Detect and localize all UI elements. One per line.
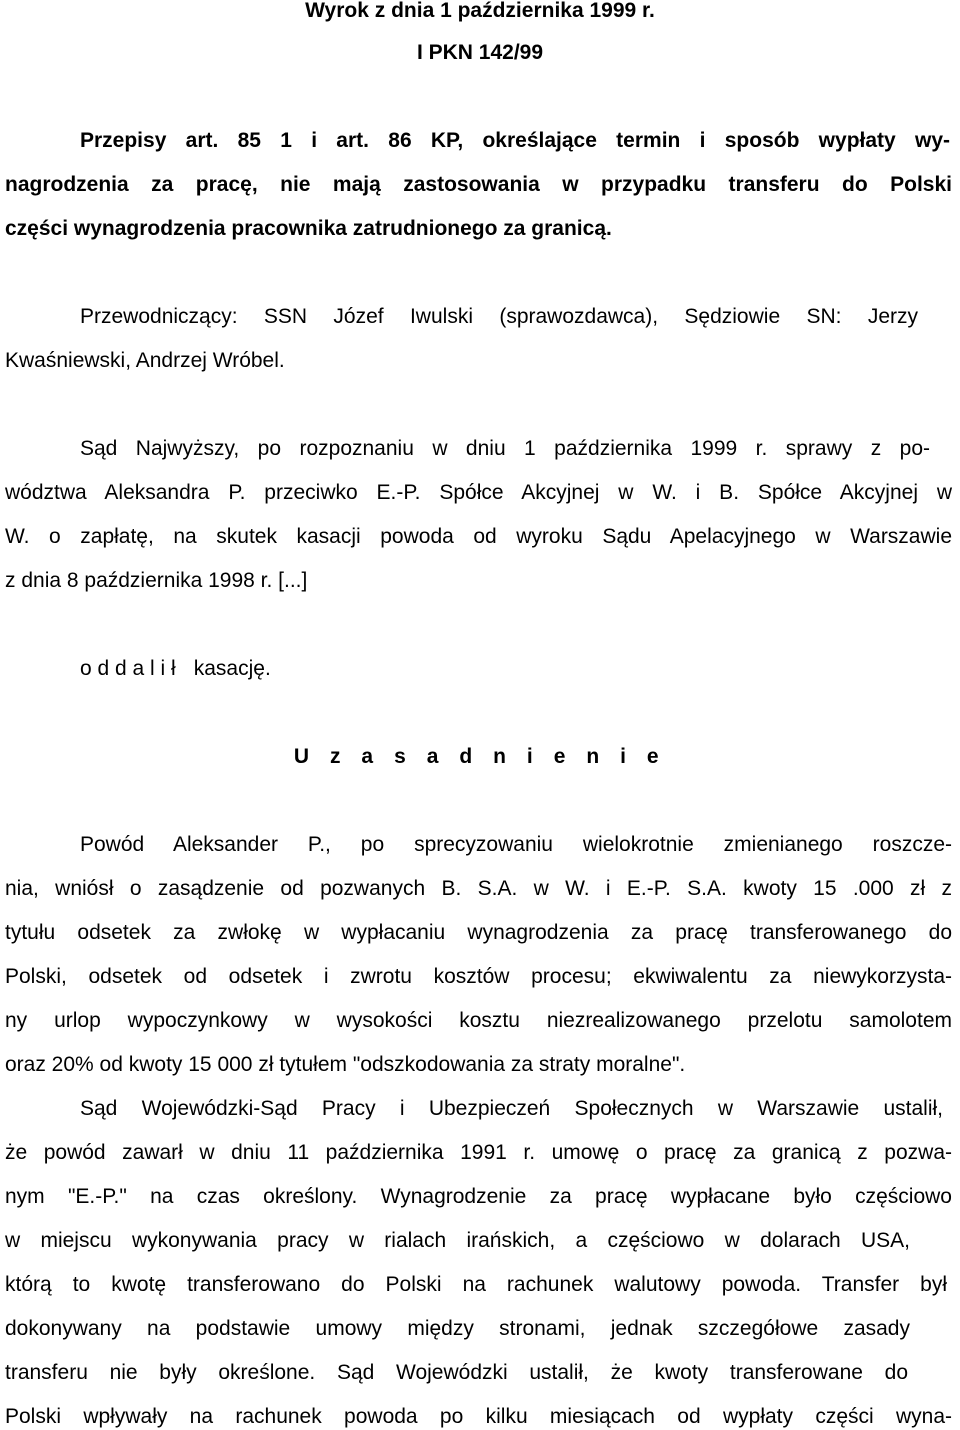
paragraph-line: Polski wpływały na rachunek powoda po kilku miesiącach od wypłaty części wyna- [5, 1405, 952, 1428]
paragraph-line: w miejscu wykonywania pracy w rialach irańskich, a częściowo w dolarach USA, [5, 1229, 910, 1252]
ruling-object: kasację. [193, 657, 271, 680]
composition-line: Kwaśniewski, Andrzej Wróbel. [5, 349, 285, 372]
paragraph-line: ny urlop wypoczynkowy w wysokości kosztu niezrealizowanego przelotu samolotem [5, 1009, 952, 1032]
paragraph-line: Powód Aleksander P., po sprecyzowaniu wielokrotnie zmienianego roszcze- [80, 833, 952, 856]
paragraph-line: dokonywany na podstawie umowy między stronami, jednak szczegółowe zasady [5, 1317, 910, 1340]
paragraph-line: tytułu odsetek za zwłokę w wypłacaniu wynagrodzenia za pracę transferowanego do [5, 921, 952, 944]
case-number: I PKN 142/99 [416, 41, 544, 64]
thesis-line: Przepisy art. 85 1 i art. 86 KP, określające termin i sposób wypłaty wy- [80, 129, 950, 152]
sentence-intro-line: z dnia 8 października 1998 r. [...] [5, 569, 308, 592]
sentence-intro-line: W. o zapłatę, na skutek kasacji powoda od wyroku Sądu Apelacyjnego w Warszawie [5, 525, 952, 548]
paragraph-line: transferu nie były określone. Sąd Wojewódzki ustalił, że kwoty transferowane do [5, 1361, 908, 1384]
sentence-intro-line: Sąd Najwyższy, po rozpoznaniu w dniu 1 października 1999 r. sprawy z po- [80, 437, 930, 460]
paragraph-line: Polski, odsetek od odsetek i zwrotu kosztów procesu; ekwiwalentu za niewykorzysta- [5, 965, 952, 988]
paragraph-line: że powód zawarł w dniu 11 października 1991 r. umowę o pracę za granicą z pozwa- [5, 1141, 952, 1164]
sentence-intro-line: wództwa Aleksandra P. przeciwko E.-P. Spółce Akcyjnej w W. i B. Spółce Akcyjnej w [5, 481, 952, 504]
ruling [80, 656, 960, 682]
composition-line: Przewodniczący: SSN Józef Iwulski (sprawozdawca), Sędziowie SN: Jerzy [80, 305, 918, 328]
thesis-line: części wynagrodzenia pracownika zatrudnionego za granicą. [5, 217, 612, 240]
ruling-verb: o d d a l i ł [80, 657, 176, 680]
paragraph-line: nym "E.-P." na czas określony. Wynagrodzenie za pracę wypłacane było częściowo [5, 1185, 952, 1208]
justification-heading: U z a s a d n i e n i e [293, 745, 667, 768]
paragraph-line: Sąd Wojewódzki-Sąd Pracy i Ubezpieczeń Społecznych w Warszawie ustalił, [80, 1097, 943, 1120]
paragraph-line: którą to kwotę transferowano do Polski na rachunek walutowy powoda. Transfer był [5, 1273, 947, 1296]
thesis-line: nagrodzenia za pracę, nie mają zastosowania w przypadku transferu do Polski [5, 173, 952, 196]
judgment-title: Wyrok z dnia 1 października 1999 r. [305, 0, 655, 22]
paragraph-line: nia, wniósł o zasądzenie od pozwanych B. S.A. w W. i E.-P. S.A. kwoty 15 .000 zł z [5, 877, 952, 900]
paragraph-line: oraz 20% od kwoty 15 000 zł tytułem "odszkodowania za straty moralne". [5, 1053, 686, 1076]
